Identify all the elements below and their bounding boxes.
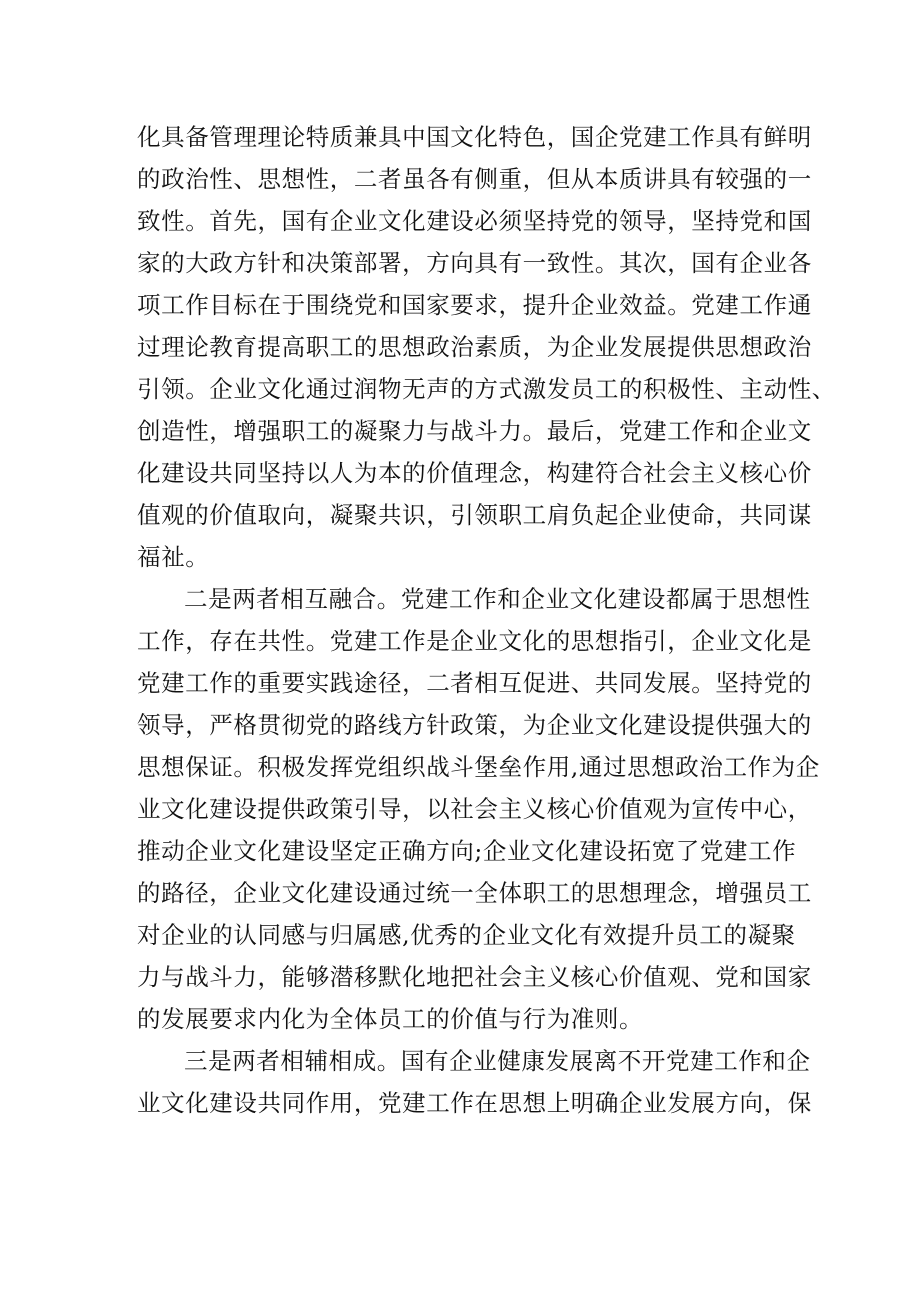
paragraph-start-line: 二是两者相互融合。党建工作和企业文化建设都属于思想性 bbox=[184, 585, 811, 613]
text-line: 的发展要求内化为全体员工的价值与行为准则。 bbox=[137, 1005, 644, 1033]
text-line: 福祉。 bbox=[137, 543, 210, 571]
text-line: 过理论教育提高职工的思想政治素质，为企业发展提供思想政治 bbox=[137, 333, 812, 361]
paragraph-start-line: 三是两者相辅相成。国有企业健康发展离不开党建工作和企 bbox=[184, 1047, 811, 1075]
text-line: 创造性，增强职工的凝聚力与战斗力。最后，党建工作和企业文 bbox=[137, 417, 812, 445]
text-line: 推动企业文化建设坚定正确方向;企业文化建设拓宽了党建工作 bbox=[137, 837, 797, 865]
text-line: 业文化建设共同作用，党建工作在思想上明确企业发展方向，保 bbox=[137, 1089, 812, 1117]
text-line: 值观的价值取向，凝聚共识，引领职工肩负起企业使命，共同谋 bbox=[137, 501, 812, 529]
text-line: 业文化建设提供政策引导，以社会主义核心价值观为宣传中心， bbox=[137, 795, 812, 823]
text-line: 力与战斗力，能够潜移默化地把社会主义核心价值观、党和国家 bbox=[137, 963, 812, 991]
text-line: 项工作目标在于围绕党和国家要求，提升企业效益。党建工作通 bbox=[137, 291, 812, 319]
text-line: 化具备管理理论特质兼具中国文化特色，国企党建工作具有鲜明 bbox=[137, 123, 812, 151]
text-line: 致性。首先，国有企业文化建设必须坚持党的领导，坚持党和国 bbox=[137, 207, 812, 235]
text-line: 对企业的认同感与归属感,优秀的企业文化有效提升员工的凝聚 bbox=[137, 921, 796, 949]
text-line: 的路径，企业文化建设通过统一全体职工的思想理念，增强员工 bbox=[137, 879, 812, 907]
text-line: 的政治性、思想性，二者虽各有侧重，但从本质讲具有较强的一 bbox=[137, 165, 812, 193]
text-line: 思想保证。积极发挥党组织战斗堡垒作用,通过思想政治工作为企 bbox=[137, 753, 820, 781]
text-line: 党建工作的重要实践途径，二者相互促进、共同发展。坚持党的 bbox=[137, 669, 812, 697]
text-line: 家的大政方针和决策部署，方向具有一致性。其次，国有企业各 bbox=[137, 249, 812, 277]
text-line: 引领。企业文化通过润物无声的方式激发员工的积极性、主动性、 bbox=[137, 375, 836, 403]
text-line: 领导，严格贯彻党的路线方针政策，为企业文化建设提供强大的 bbox=[137, 711, 812, 739]
text-line: 化建设共同坚持以人为本的价值理念，构建符合社会主义核心价 bbox=[137, 459, 812, 487]
text-line: 工作，存在共性。党建工作是企业文化的思想指引，企业文化是 bbox=[137, 627, 812, 655]
